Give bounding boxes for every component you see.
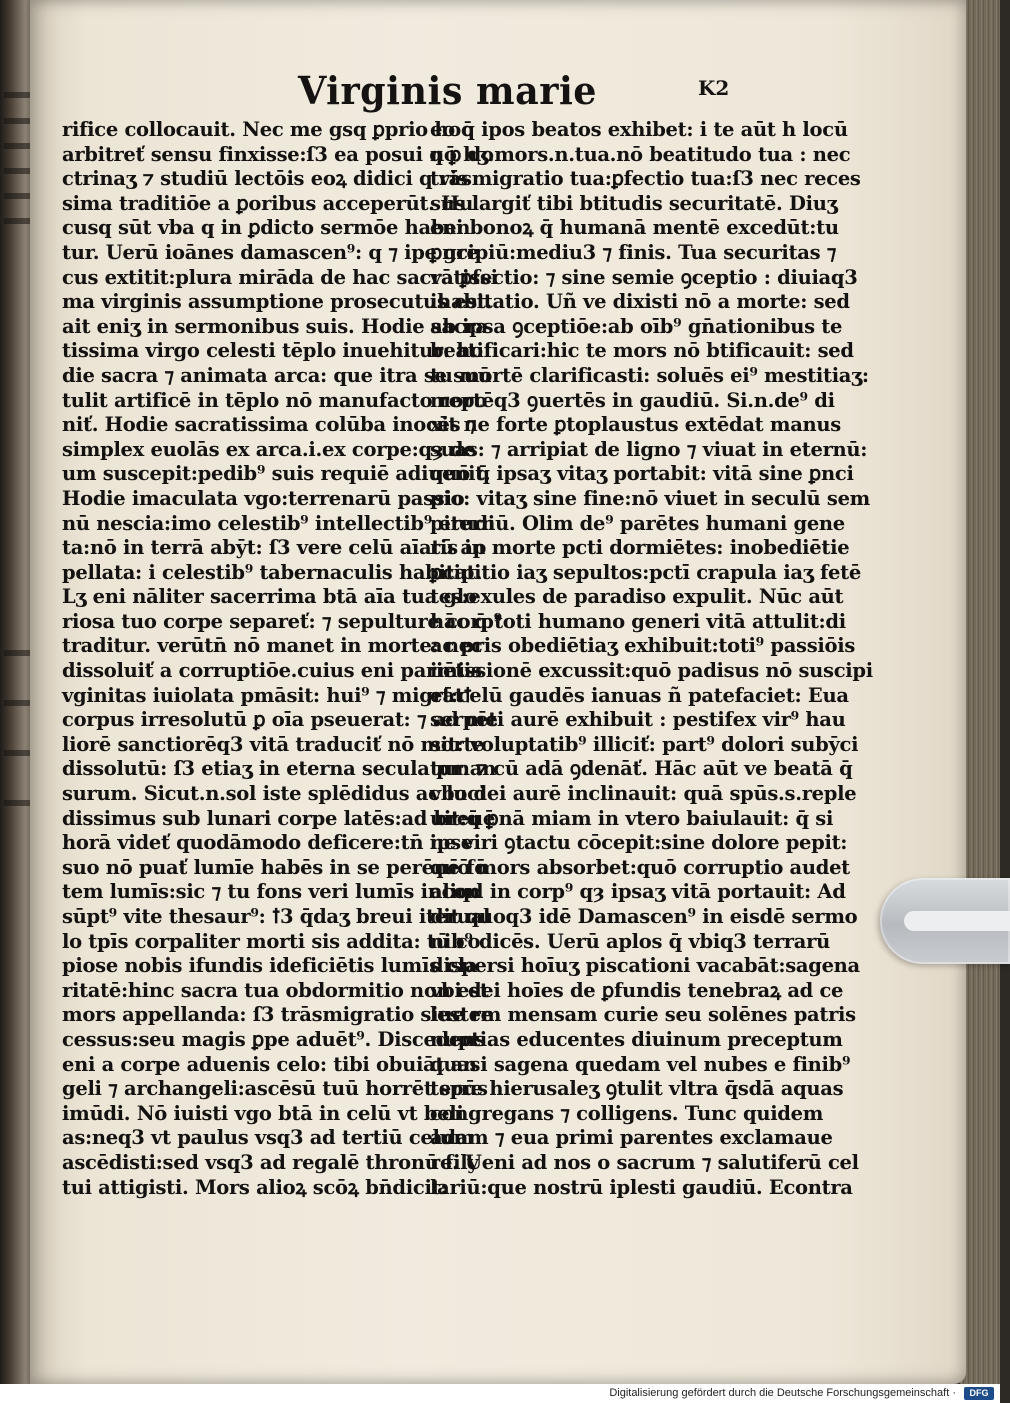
text-line: horā videť quodāmodo deficere:tn̄ ipse [62,831,473,855]
text-line: terre hierusaleʒ ꝯtulit vltra q̄sdā aquas [430,1077,844,1101]
page-clip-slot [904,911,1010,931]
text-line: ris in morte pcti dormiētes: inobediētie [430,536,850,560]
text-line: ac pris obediētiaʒ exhibuit:toti⁹ passiōis [430,634,856,658]
text-line: tissima virgo celesti tēplo inuehitur: ho [62,339,483,363]
text-line: lo tpīs corpaliter morti sis addita: tū co [62,929,481,953]
text-line: sus largiť tibi btitudis securitatē. Diuʒ [430,191,838,215]
text-line: quasi sagena quedam vel nubes e finib⁹ [430,1052,851,1076]
text-line: surum. Sicut.n.sol iste splēdidus ac luci [62,782,486,806]
text-line: as:neq3 vt paulus vsq3 ad tertiū celum [62,1126,474,1150]
page-clip [880,878,1010,964]
text-line: pio: vitaʒ sine fine:nō viuet in seculū sem [430,486,871,510]
text-line: ascēdisti:sed vsq3 ad regalē thronū fily [62,1150,479,1174]
text-line: ꝑcipitio iaʒ sepultos:pctī crapula iaʒ fetē [430,560,861,584]
text-line: beatificari:hic te mors nō btificauit: sed [430,339,854,363]
text-line: vginitas iuiolata pmāsit: hui⁹ ⁊ migrātꝉ [62,683,472,707]
text-line: cus extitit:plura mirāda de hac sacratissi [62,265,498,289]
text-line: adam ⁊ eua primi parentes exclamaue [430,1126,833,1150]
text-line: nuptias educentes diuinum preceptum [430,1027,843,1051]
text-line: Lʒ eni nāliter sacerrima btā aīa tua glo [62,585,477,609]
text-column-right [430,118,873,1200]
text-line: niť. Hodie sacratissima colūba inocēs ⁊ [62,413,477,437]
text-line: ab ipsa ꝯceptiōe:ab oīb⁹ gn̄ationibus te [430,314,843,338]
text-column-left [62,118,502,1200]
dfg-logo: DFG [964,1387,994,1400]
book-page-edges [960,0,1000,1403]
text-line: arbitreť sensu finxisse:ſ3 ea posui q ꝑ do [62,142,494,166]
text-line: ta:nō in terrā abȳt: ſ3 vere celū aīatū ap [62,536,487,560]
text-line: dissoluiť a corruptiōe.cuius eni pariētis [62,659,482,683]
text-line: liorē sanctiorēq3 vitā traduciť nō morte [62,732,485,756]
text-line: vā ꝑfectio: ⁊ sine semie ꝯceptio : diuiaq3 [430,265,858,289]
text-line: xit ne forte ꝑtoplaustus extēdat manus [430,413,841,437]
running-head: Virginis marie [298,68,597,113]
text-line: corpus irresolutū ꝑ oīa pseuerat: ⁊ ad me [62,708,498,732]
text-line: quō mors absorbet:quō corruptio audet [430,855,850,879]
text-line: eo q̄ ipos beatos exhibet: i te aūt h locū [430,118,848,141]
text-line: ait eniʒ in sermonibus suis. Hodie sacra [62,314,488,338]
text-line: Hodie imaculata vgo:terrenarū passio [62,486,465,510]
text-line: tulit artificē in tēplo nō manufacto repo [62,388,487,412]
text-line: trāsmigratio tua:ꝑfectio tua:ſ3 nec reces [430,167,861,191]
text-line: sit: voluptatib⁹ illiciť: part⁹ dolori subȳci [430,732,859,756]
text-line: aliqd in corp⁹ qȝ ipsaʒ vitā portauit: Ad [430,880,846,904]
text-line: tui attigisti. Mors alioꝝ scōꝝ bn̄dicit: [62,1175,448,1199]
folio-number: K2 [698,76,730,100]
text-line: mortēq3 ꝯuertēs in gaudiū. Si.n.de⁹ di [430,388,835,412]
text-line: nib⁹ dicēs. Uerū aplos q̄ vbiq3 terrarū [430,929,830,953]
footer-credit: Digitalisierung gefördert durch die Deutsche Forschungsgemeinschaft · [609,1387,956,1399]
text-line: tes:exules de paradiso expulit. Nūc aūt [430,585,844,609]
text-line: eni bonoꝝ q̄ humanā mentē excedūt:tu [430,216,839,240]
text-line: vbi dei hoīes de ꝑfundis tenebraꝝ ad ce [430,978,844,1002]
text-line: dit quoq3 idē Damascen⁹ in eisdē sermo [430,905,858,928]
text-line: tur. Uerū ioānes damascen⁹: q ⁊ ipe gre [62,240,479,264]
text-line: ne viri ꝯtactu cōcepit:sine dolore pepit: [430,831,848,855]
text-line: nō hʒ.mors.n.tua.nō beatitudo tua : nec [430,142,851,166]
text-line: congregans ⁊ colligens. Tunc quidem [430,1101,824,1125]
footer-bar [0,1384,1000,1403]
text-line: ma virginis assumptione prosecutus est. [62,290,493,314]
text-line: ctrinaʒ ⁊ studiū lectōis eoꝝ didici q vis [62,167,468,191]
text-line: suas: ⁊ arripiat de ligno ⁊ viuat in eternū: [430,437,868,461]
text-line: ihabitatio. Uñ ve dixisti nō a morte: sed [430,290,850,314]
text-line: die sacra ⁊ animata arca: que itra se suū [62,363,492,387]
text-line: imūdi. Nō iuisti vgo btā in celū vt beli [62,1101,464,1125]
text-line: lariū:que nostrū iplesti gaudiū. Econtra [430,1175,853,1199]
text-line: piternū. Olim de⁹ parētes humani gene [430,511,845,535]
text-line: quō q̄ ipsaʒ vitaʒ portabit: vitā sine ꝑnci [430,462,854,486]
text-line: cessus:seu magis ꝑpe aduēt⁹. Discedens [62,1027,486,1051]
text-line: nū nescia:imo celestib⁹ intellectib⁹ erudi [62,511,495,535]
text-line: ritatē:hinc sacra tua obdormitio non est [62,978,489,1002]
text-line: riosa tuo corpe separeť: ⁊ sepulture corp⁹ [62,609,502,633]
text-line: cusq sūt vba q in ꝑdicto sermōe haben [62,216,471,240]
text-line: piose nobis ifundis ideficiētis lumīs cla [62,954,478,978]
text-line: uit:q̄ ꝑnā miam in vtero baiulauit: q̄ si [430,806,834,830]
text-line: mors appellanda: ſ3 trāsmigratio siue re [62,1003,493,1027]
text-line: imissionē excussit:quō padisus nō suscipi [430,659,873,683]
text-line: sūpt⁹ vite thesaur⁹: ꝉ3 q̄daʒ breui iterual [62,905,491,928]
text-line: suo nō puať lumīe habēs in se perēnē fō [62,855,487,879]
text-line: pellata: i celestib⁹ tabernaculis habitat. [62,560,482,584]
text-line: lestem mensam curie seu solēnes patris [430,1003,856,1027]
text-line: dissolutū: ſ3 etiaʒ in eterna secula pman [62,757,496,781]
text-line: serpēti aurē exhibuit : pestifex vir⁹ hau [430,708,846,732]
text-line: um suscepit:pedib⁹ suis requiē adiuenit. [62,462,491,486]
text-line: ꝑncipiū:mediu3 ⁊ finis. Tua securitas ⁊ [430,240,837,264]
text-line: sima traditiōe a ꝑoribus acceperūt. Hu [62,191,474,215]
text-line: vbo dei aurē inclinauit: quā spūs.s.reple [430,782,857,806]
text-line: eni a corpe aduenis celo: tibi obuiāt an [62,1052,477,1076]
text-line: re. Ueni ad nos o sacrum ⁊ salutiferū cel [430,1150,859,1174]
text-line: dispersi hoīuʒ piscationi vacabāt:sagena [430,954,860,978]
text-line: rifice collocauit. Nec me gsq ꝑprio hoc [62,118,473,141]
text-line: tem lumīs:sic ⁊ tu fons veri lumīs incon [62,880,480,904]
text-line: et:celū gaudēs ianuas ñ patefaciet: Eua [430,683,849,707]
text-line: tur: ⁊ cū adā ꝯdenāť. Hāc aūt ve beatā q̄ [430,757,853,781]
text-line: traditur. verūtn̄ nō manet in morte: nec [62,634,483,658]
text-line: geli ⁊ archangeli:ascēsū tuū horrēt spūs [62,1077,488,1101]
text-line: hāc q̄ toti humano generi vitā attulit:di [430,609,846,633]
text-line: simplex euolās ex arca.i.ex corpe:qȝ de [62,437,476,461]
text-line: dissimus sub lunari corpe latēs:ad breuē [62,806,496,830]
text-line: tu mortē clarificasti: soluēs ei⁹ mestitiaʒ: [430,363,869,387]
